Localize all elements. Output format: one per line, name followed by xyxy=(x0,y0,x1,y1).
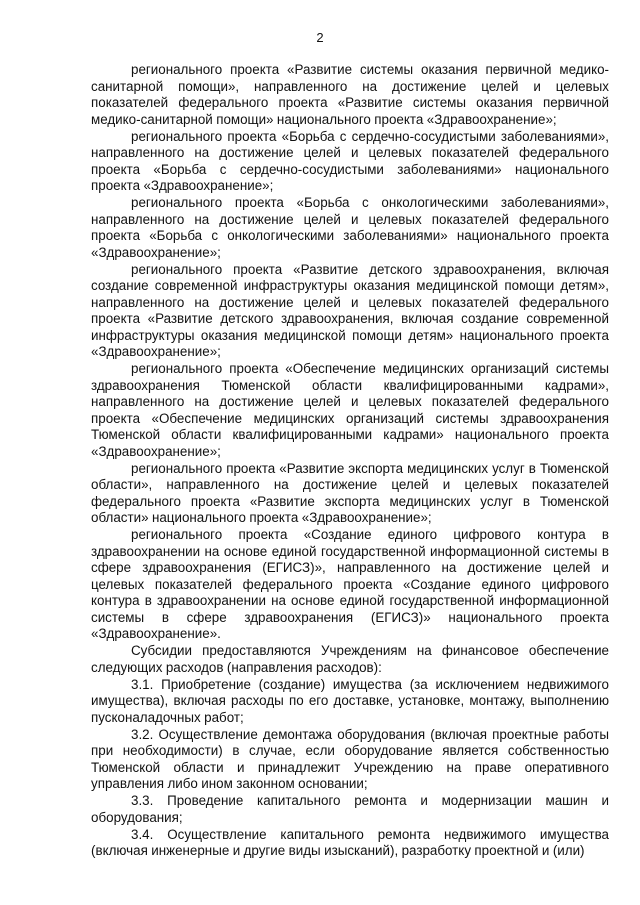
page-number: 2 xyxy=(316,30,324,45)
paragraph-project-oncology: регионального проекта «Борьба с онкологическими заболеваниями», направленного на достижение целей и целевых показателей федерального проекта «Борьба с онкологическими заболеваниями» национального проекта «Здравоохранение»; xyxy=(91,195,609,260)
paragraph-project-digital-circuit: регионального проекта «Создание единого цифрового контура в здравоохранении на основе единой государственной информационной системы в сфере здравоохранения (ЕГИСЗ)», направленного на достижение целей и целевых показателей федерального проекта «Создание единого цифрового контура в здравоохранении на основе единой государственной информационной системы в сфере здравоохранения (ЕГИСЗ)» национального проекта «Здравоохранение». xyxy=(91,527,609,641)
paragraph-item-3-2: 3.2. Осуществление демонтажа оборудования (включая проектные работы при необходимости) в случае, если оборудование является собственностью Тюменской области и принадлежит Учреждению на праве оперативного управления либо ином законном основании; xyxy=(91,726,609,791)
paragraph-subsidies-intro: Субсидии предоставляются Учреждениям на финансовое обеспечение следующих расходов (направления расходов): xyxy=(91,643,609,675)
paragraph-item-3-4: 3.4. Осуществление капитального ремонта недвижимого имущества (включая инженерные и другие виды изысканий), разработку проектной и (или) xyxy=(91,826,609,858)
paragraph-project-cardiovascular: регионального проекта «Борьба с сердечно-сосудистыми заболеваниями», направленного на достижение целей и целевых показателей федерального проекта «Борьба с сердечно-сосудистыми заболеваниями» национального проекта «Здравоохранение»; xyxy=(91,128,609,193)
paragraph-project-qualified-staff: регионального проекта «Обеспечение медицинских организаций системы здравоохранения Тюменской области квалифицированными кадрами», направленного на достижение целей и целевых показателей федерального проекта «Обеспечение медицинских организаций системы здравоохранения Тюменской области квалифицированными кадрами» национального проекта «Здравоохранение»; xyxy=(91,361,609,459)
paragraph-project-child-healthcare: регионального проекта «Развитие детского здравоохранения, включая создание современной инфраструктуры оказания медицинской помощи детям», направленного на достижение целей и целевых показателей федерального проекта «Развитие детского здравоохранения, включая создание современной инфраструктуры оказания медицинской помощи детям» национального проекта «Здравоохранение»; xyxy=(91,261,609,359)
paragraph-project-medical-export: регионального проекта «Развитие экспорта медицинских услуг в Тюменской области», направленного на достижение целей и целевых показателей федерального проекта «Развитие экспорта медицинских услуг в Тюменской области» национального проекта «Здравоохранение»; xyxy=(91,460,609,525)
paragraph-item-3-1: 3.1. Приобретение (создание) имущества (за исключением недвижимого имущества), включая расходы по его доставке, установке, монтажу, выполнению пусконаладочных работ; xyxy=(91,676,609,725)
document-body xyxy=(91,62,609,860)
paragraph-project-primary-care: регионального проекта «Развитие системы оказания первичной медико-санитарной помощи», направленного на достижение целей и целевых показателей федерального проекта «Развитие системы оказания первичной медико-санитарной помощи» национального проекта «Здравоохранение»; xyxy=(91,62,609,127)
paragraph-item-3-3: 3.3. Проведение капитального ремонта и модернизации машин и оборудования; xyxy=(91,793,609,825)
